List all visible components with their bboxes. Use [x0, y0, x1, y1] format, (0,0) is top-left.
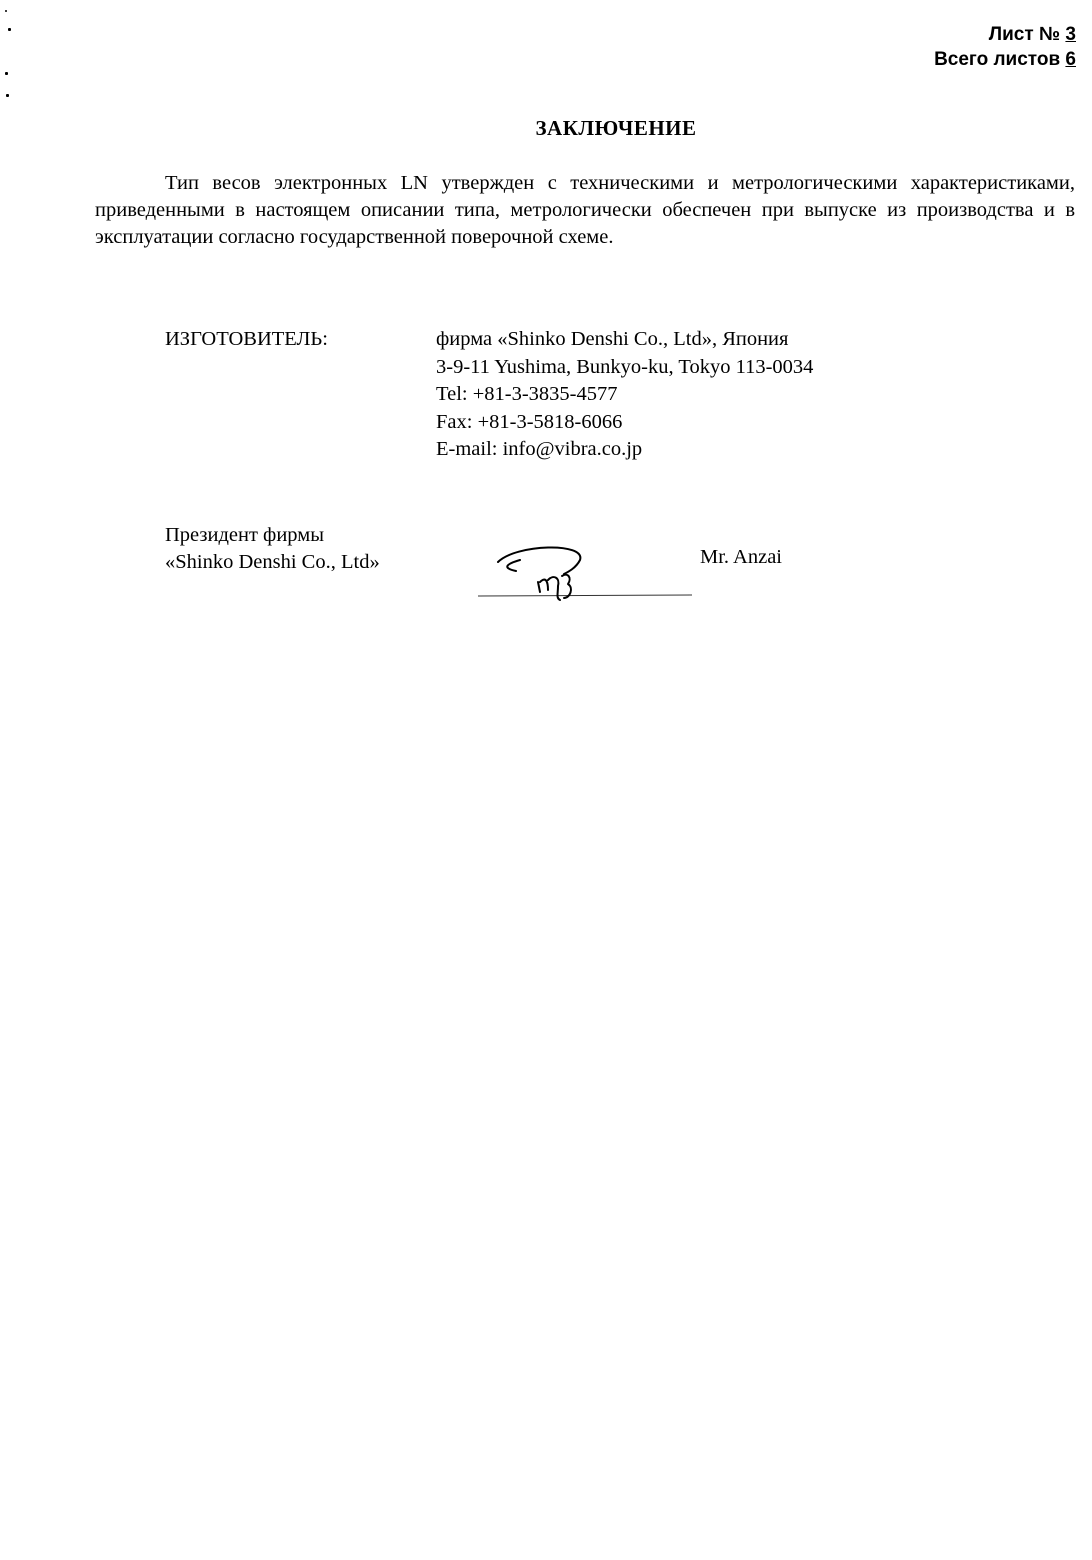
- total-sheets-line: [934, 47, 1076, 72]
- signatory-name: Mr. Anzai: [700, 546, 782, 568]
- signatory-title: [165, 522, 380, 576]
- total-label: Всего листов: [934, 49, 1061, 70]
- scan-dot: [6, 94, 9, 97]
- sheet-number: 3: [1065, 24, 1076, 45]
- manufacturer-name: фирма «Shinko Denshi Co., Ltd», Япония: [436, 328, 789, 350]
- conclusion-paragraph: Тип весов электронных LN утвержден с техническими и метрологическими характеристиками, приведенными в настоящем описании типа, метрологически обеспечен при выпуске из производства и в эксплуатации согласно государственной поверочной схеме.: [95, 172, 1075, 248]
- sheet-info: [934, 22, 1076, 72]
- sheet-number-line: [934, 22, 1076, 47]
- manufacturer-details: [436, 326, 813, 464]
- signatory-title-line1: Президент фирмы: [165, 524, 324, 546]
- handwritten-signature: [476, 538, 706, 602]
- total-number: 6: [1065, 49, 1076, 70]
- manufacturer-fax: Fax: +81-3-5818-6066: [436, 410, 623, 433]
- scan-dot: [8, 28, 11, 31]
- document-title: ЗАКЛЮЧЕНИЕ: [535, 116, 697, 140]
- manufacturer-address: 3-9-11 Yushima, Bunkyo-ku, Tokyo 113-0034: [436, 355, 814, 378]
- sheet-label: Лист №: [988, 24, 1061, 45]
- manufacturer-email: E-mail: info@vibra.co.jp: [436, 438, 643, 460]
- scan-dot: [5, 72, 8, 75]
- scan-dot: [5, 10, 7, 12]
- signatory-title-line2: «Shinko Denshi Co., Ltd»: [165, 551, 380, 573]
- manufacturer-label: ИЗГОТОВИТЕЛЬ:: [165, 328, 328, 350]
- manufacturer-tel: Tel: +81-3-3835-4577: [436, 383, 618, 405]
